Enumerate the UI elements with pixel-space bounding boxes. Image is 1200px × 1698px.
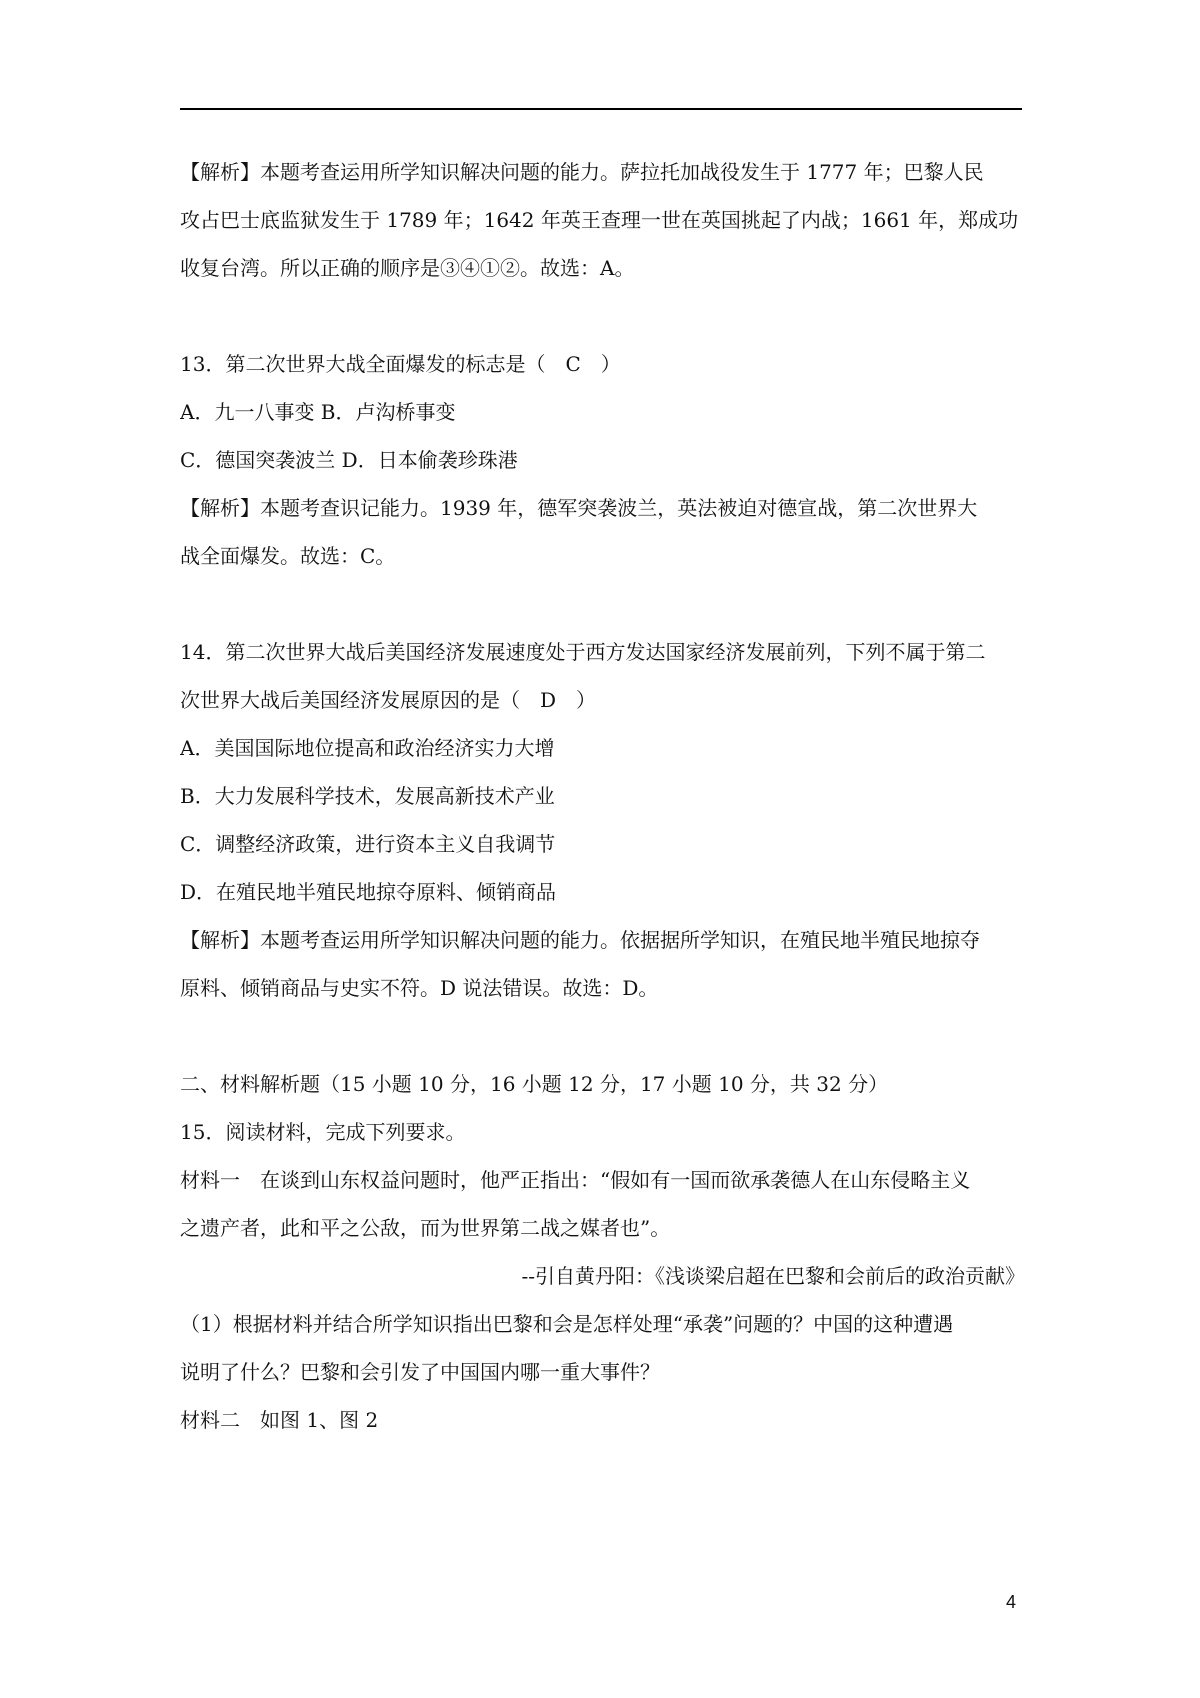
question-13 [180,340,1025,580]
analysis-line: 战全面爆发。故选：C。 [180,544,396,568]
analysis-q12 [180,148,1025,292]
question-15 [180,1108,1025,1444]
question-14 [180,628,1025,1012]
question-option: A．九一八事变 B．卢沟桥事变 [180,400,456,424]
analysis-line: 【解析】本题考查运用所学知识解决问题的能力。依据据所学知识，在殖民地半殖民地掠夺 [180,928,980,952]
material-citation: --引自黄丹阳：《浅谈梁启超在巴黎和会前后的政治贡献》 [521,1264,1025,1288]
question-stem: 次世界大战后美国经济发展原因的是（ D ） [180,688,597,712]
page-content [180,148,1025,1444]
material-line: 材料一 在谈到山东权益问题时，他严正指出：“假如有一国而欲承袭德人在山东侵略主义 [180,1168,971,1192]
page-number: 4 [1006,1592,1017,1612]
section-heading: 二、材料解析题（15 小题 10 分，16 小题 12 分，17 小题 10 分，共 32 分） [180,1072,889,1096]
question-stem: 15．阅读材料，完成下列要求。 [180,1120,466,1144]
question-option: B．大力发展科学技术，发展高新技术产业 [180,784,555,808]
analysis-line: 【解析】本题考查识记能力。1939 年，德军突袭波兰，英法被迫对德宣战，第二次世界大 [180,496,978,520]
analysis-line: 原料、倾销商品与史实不符。D 说法错误。故选：D。 [180,976,659,1000]
material-line: 材料二 如图 1、图 2 [180,1408,379,1432]
material-line: 之遗产者，此和平之公敌，而为世界第二战之媒者也”。 [180,1216,671,1240]
sub-question: 说明了什么？巴黎和会引发了中国国内哪一重大事件？ [180,1360,660,1384]
question-option: A．美国国际地位提高和政治经济实力大增 [180,736,555,760]
question-stem: 13．第二次世界大战全面爆发的标志是（ C ） [180,352,621,376]
spacer [180,1012,1025,1060]
header-rule [180,108,1022,110]
question-stem: 14．第二次世界大战后美国经济发展速度处于西方发达国家经济发展前列，下列不属于第二 [180,640,986,664]
question-option: C．调整经济政策，进行资本主义自我调节 [180,832,556,856]
spacer [180,580,1025,628]
question-option: D．在殖民地半殖民地掠夺原料、倾销商品 [180,880,557,904]
analysis-line: 攻占巴士底监狱发生于 1789 年；1642 年英王查理一世在英国挑起了内战；1661 年，郑成功 [180,208,1019,232]
spacer [180,292,1025,340]
sub-question: （1）根据材料并结合所学知识指出巴黎和会是怎样处理“承袭”问题的？中国的这种遭遇 [180,1312,954,1336]
analysis-line: 收复台湾。所以正确的顺序是③④①②。故选：A。 [180,256,635,280]
question-option: C．德国突袭波兰 D．日本偷袭珍珠港 [180,448,518,472]
analysis-line: 【解析】本题考查运用所学知识解决问题的能力。萨拉托加战役发生于 1777 年；巴黎人民 [180,160,984,184]
